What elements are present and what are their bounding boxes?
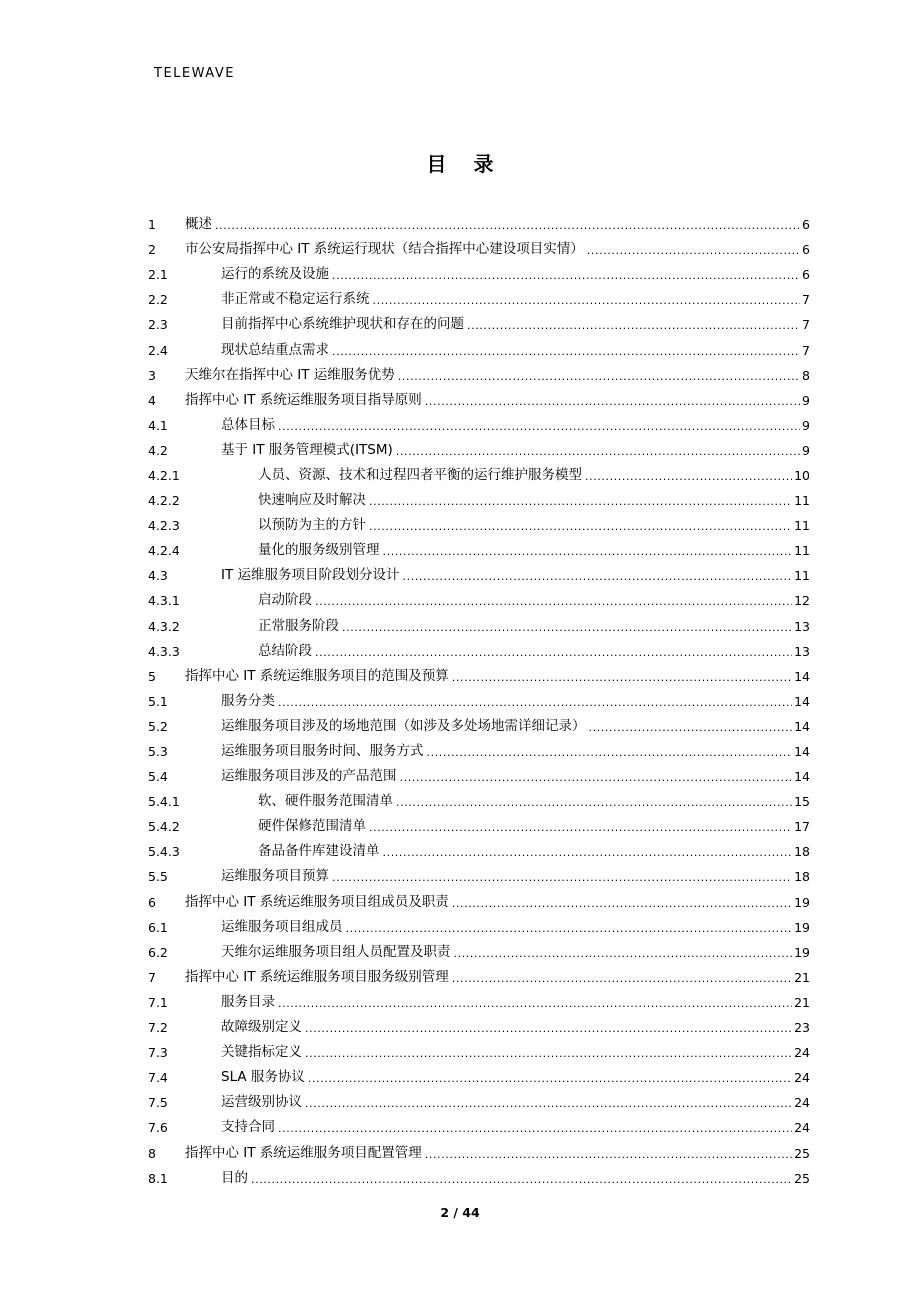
toc-entry[interactable] xyxy=(148,864,810,889)
toc-entry[interactable] xyxy=(148,488,810,513)
toc-entry[interactable] xyxy=(148,1015,810,1040)
toc-entry-title: 现状总结重点需求 xyxy=(221,341,329,358)
toc-entry-number: 4.3.1 xyxy=(148,593,180,609)
toc-entry-title: 启动阶段 xyxy=(258,592,312,609)
toc-dot-leader xyxy=(425,388,800,413)
toc-dot-leader xyxy=(454,940,793,965)
toc-entry-title: 运维服务项目涉及的场地范围（如涉及多处场地需详细记录） xyxy=(221,717,586,734)
toc-entry-title: 运营级别协议 xyxy=(221,1094,302,1111)
toc-entry-page: 6 xyxy=(802,267,810,283)
toc-entry[interactable] xyxy=(148,664,810,689)
toc-entry[interactable] xyxy=(148,388,810,413)
toc-dot-leader xyxy=(215,212,800,237)
toc-entry-number: 4.1 xyxy=(148,417,168,433)
toc-dot-leader xyxy=(278,689,792,714)
toc-entry-page: 6 xyxy=(802,217,810,233)
toc-entry-page: 9 xyxy=(802,442,810,458)
toc-entry-title: SLA 服务协议 xyxy=(221,1069,305,1086)
toc-entry[interactable] xyxy=(148,614,810,639)
toc-entry-title: 服务目录 xyxy=(221,993,275,1010)
toc-entry-number: 3 xyxy=(148,367,156,383)
toc-entry[interactable] xyxy=(148,1040,810,1065)
toc-dot-leader xyxy=(369,513,792,538)
toc-list xyxy=(148,212,810,1191)
toc-entry-title: 正常服务阶段 xyxy=(258,617,339,634)
toc-entry-number: 7.6 xyxy=(148,1120,168,1136)
toc-dot-leader xyxy=(427,739,793,764)
toc-title: 目 录 xyxy=(426,152,504,176)
toc-entry-page: 17 xyxy=(794,819,810,835)
toc-dot-leader xyxy=(452,890,792,915)
toc-entry-number: 6.1 xyxy=(148,919,168,935)
toc-entry-page: 21 xyxy=(794,969,810,985)
toc-dot-leader xyxy=(251,1166,792,1191)
toc-dot-leader xyxy=(346,915,793,940)
toc-entry-page: 11 xyxy=(794,543,810,559)
toc-entry-page: 6 xyxy=(802,242,810,258)
toc-entry-title: 运行的系统及设施 xyxy=(221,266,329,283)
toc-entry[interactable] xyxy=(148,287,810,312)
toc-dot-leader xyxy=(400,764,793,789)
toc-entry-title: 基于 IT 服务管理模式(ITSM) xyxy=(221,441,393,458)
toc-entry[interactable] xyxy=(148,337,810,362)
toc-entry-number: 8.1 xyxy=(148,1170,168,1186)
toc-dot-leader xyxy=(369,488,792,513)
toc-entry-page: 14 xyxy=(794,668,810,684)
toc-entry-title: 硬件保修范围清单 xyxy=(258,818,366,835)
toc-entry[interactable] xyxy=(148,915,810,940)
toc-entry-number: 5.3 xyxy=(148,744,168,760)
toc-entry[interactable] xyxy=(148,363,810,388)
toc-entry-number: 6 xyxy=(148,894,156,910)
toc-dot-leader xyxy=(332,338,800,363)
toc-entry[interactable] xyxy=(148,513,810,538)
toc-entry-title: 关键指标定义 xyxy=(221,1044,302,1061)
toc-entry[interactable] xyxy=(148,1115,810,1140)
toc-dot-leader xyxy=(383,538,793,563)
toc-entry[interactable] xyxy=(148,1166,810,1191)
toc-entry-page: 19 xyxy=(794,944,810,960)
toc-entry-number: 5.4 xyxy=(148,769,168,785)
toc-entry-number: 2.3 xyxy=(148,317,168,333)
toc-entry-title: 市公安局指挥中心 IT 系统运行现状（结合指挥中心建设项目实情） xyxy=(185,241,584,258)
toc-entry-title: 支持合同 xyxy=(221,1119,275,1136)
toc-entry-title: 总体目标 xyxy=(221,416,275,433)
toc-entry[interactable] xyxy=(148,764,810,789)
toc-entry-page: 7 xyxy=(802,317,810,333)
toc-entry[interactable] xyxy=(148,890,810,915)
toc-dot-leader xyxy=(315,588,792,613)
toc-entry-number: 5.4.3 xyxy=(148,844,180,860)
toc-dot-leader xyxy=(425,1141,792,1166)
toc-entry-number: 5.4.1 xyxy=(148,794,180,810)
toc-entry-number: 5 xyxy=(148,668,156,684)
toc-entry-number: 7 xyxy=(148,969,156,985)
toc-entry-page: 21 xyxy=(794,994,810,1010)
toc-entry-page: 19 xyxy=(794,919,810,935)
toc-entry-number: 2.1 xyxy=(148,267,168,283)
toc-entry[interactable] xyxy=(148,262,810,287)
toc-dot-leader xyxy=(398,363,800,388)
toc-dot-leader xyxy=(403,563,793,588)
toc-dot-leader xyxy=(373,287,801,312)
toc-dot-leader xyxy=(305,1090,792,1115)
toc-entry[interactable] xyxy=(148,413,810,438)
toc-dot-leader xyxy=(452,664,792,689)
toc-entry-title: 备品备件库建设清单 xyxy=(258,843,380,860)
toc-dot-leader xyxy=(452,965,792,990)
toc-entry-number: 7.2 xyxy=(148,1020,168,1036)
toc-entry-page: 24 xyxy=(794,1045,810,1061)
toc-entry-number: 7.5 xyxy=(148,1095,168,1111)
toc-entry-number: 4.2.3 xyxy=(148,518,180,534)
toc-entry-number: 5.1 xyxy=(148,693,168,709)
toc-entry[interactable] xyxy=(148,1065,810,1090)
toc-entry-page: 11 xyxy=(794,518,810,534)
toc-dot-leader xyxy=(589,714,793,739)
toc-entry-title: 快速响应及时解决 xyxy=(258,492,366,509)
toc-entry-page: 14 xyxy=(794,744,810,760)
toc-entry-number: 5.5 xyxy=(148,869,168,885)
toc-dot-leader xyxy=(332,864,792,889)
toc-entry-title: 人员、资源、技术和过程四者平衡的运行维护服务模型 xyxy=(258,466,582,483)
toc-dot-leader xyxy=(369,814,792,839)
toc-entry-page: 14 xyxy=(794,693,810,709)
toc-dot-leader xyxy=(305,1015,792,1040)
toc-entry[interactable] xyxy=(148,1140,810,1165)
toc-entry-number: 4 xyxy=(148,392,156,408)
toc-entry[interactable] xyxy=(148,463,810,488)
toc-entry-number: 2 xyxy=(148,242,156,258)
toc-entry-title: 指挥中心 IT 系统运维服务项目组成员及职责 xyxy=(185,893,449,910)
toc-entry-title: 指挥中心 IT 系统运维服务项目指导原则 xyxy=(185,391,422,408)
toc-entry-page: 10 xyxy=(794,467,810,483)
toc-entry-number: 6.2 xyxy=(148,944,168,960)
toc-entry[interactable] xyxy=(148,438,810,463)
toc-entry[interactable] xyxy=(148,739,810,764)
toc-entry-page: 24 xyxy=(794,1120,810,1136)
toc-entry-number: 7.4 xyxy=(148,1070,168,1086)
toc-dot-leader xyxy=(278,1115,792,1140)
toc-entry-title: 概述 xyxy=(185,216,212,233)
toc-entry[interactable] xyxy=(148,789,810,814)
toc-entry[interactable] xyxy=(148,814,810,839)
toc-entry[interactable] xyxy=(148,237,810,262)
toc-entry-page: 7 xyxy=(802,342,810,358)
toc-entry-number: 1 xyxy=(148,217,156,233)
toc-entry-title: 故障级别定义 xyxy=(221,1019,302,1036)
toc-entry-page: 11 xyxy=(794,493,810,509)
toc-entry[interactable] xyxy=(148,839,810,864)
toc-entry[interactable] xyxy=(148,1090,810,1115)
header-brand: TELEWAVE xyxy=(154,66,235,81)
toc-entry-page: 13 xyxy=(794,618,810,634)
toc-entry-number: 4.3.2 xyxy=(148,618,180,634)
toc-dot-leader xyxy=(396,438,800,463)
toc-entry-page: 9 xyxy=(802,417,810,433)
toc-entry-page: 12 xyxy=(794,593,810,609)
toc-entry-number: 7.1 xyxy=(148,994,168,1010)
toc-entry-page: 18 xyxy=(794,844,810,860)
toc-entry-page: 25 xyxy=(794,1145,810,1161)
toc-dot-leader xyxy=(278,990,792,1015)
toc-dot-leader xyxy=(315,639,792,664)
toc-entry-page: 9 xyxy=(802,392,810,408)
toc-dot-leader xyxy=(308,1065,792,1090)
toc-dot-leader xyxy=(467,312,800,337)
toc-entry-page: 13 xyxy=(794,643,810,659)
toc-entry-number: 4.3 xyxy=(148,568,168,584)
toc-entry-page: 25 xyxy=(794,1170,810,1186)
toc-dot-leader xyxy=(342,614,792,639)
toc-entry[interactable] xyxy=(148,714,810,739)
toc-entry-title: 非正常或不稳定运行系统 xyxy=(221,291,370,308)
toc-entry-page: 18 xyxy=(794,869,810,885)
toc-entry-page: 7 xyxy=(802,292,810,308)
toc-entry[interactable] xyxy=(148,212,810,237)
toc-entry-page: 19 xyxy=(794,894,810,910)
toc-entry[interactable] xyxy=(148,312,810,337)
toc-entry-title: 天维尔运维服务项目组人员配置及职责 xyxy=(221,943,451,960)
toc-entry[interactable] xyxy=(148,588,810,613)
toc-entry[interactable] xyxy=(148,990,810,1015)
toc-dot-leader xyxy=(396,789,792,814)
toc-entry-title: 指挥中心 IT 系统运维服务项目的范围及预算 xyxy=(185,667,449,684)
toc-entry-title: IT 运维服务项目阶段划分设计 xyxy=(221,567,400,584)
toc-dot-leader xyxy=(587,237,800,262)
toc-entry-number: 8 xyxy=(148,1145,156,1161)
toc-entry-title: 指挥中心 IT 系统运维服务项目配置管理 xyxy=(185,1144,422,1161)
toc-entry-number: 5.2 xyxy=(148,718,168,734)
toc-entry-page: 15 xyxy=(794,794,810,810)
toc-entry-title: 软、硬件服务范围清单 xyxy=(258,793,393,810)
toc-entry-page: 14 xyxy=(794,769,810,785)
toc-entry-title: 指挥中心 IT 系统运维服务项目服务级别管理 xyxy=(185,968,449,985)
toc-entry[interactable] xyxy=(148,940,810,965)
toc-entry-title: 天维尔在指挥中心 IT 运维服务优势 xyxy=(185,366,395,383)
toc-entry-title: 运维服务项目预算 xyxy=(221,868,329,885)
toc-dot-leader xyxy=(585,463,792,488)
toc-entry-title: 目前指挥中心系统维护现状和存在的问题 xyxy=(221,316,464,333)
toc-entry-title: 运维服务项目服务时间、服务方式 xyxy=(221,743,424,760)
toc-entry-title: 运维服务项目涉及的产品范围 xyxy=(221,768,397,785)
toc-entry-title: 服务分类 xyxy=(221,692,275,709)
toc-entry-number: 2.2 xyxy=(148,292,168,308)
toc-entry-page: 23 xyxy=(794,1020,810,1036)
toc-entry-title: 以预防为主的方针 xyxy=(258,517,366,534)
toc-entry-title: 量化的服务级别管理 xyxy=(258,542,380,559)
toc-entry[interactable] xyxy=(148,689,810,714)
toc-entry[interactable] xyxy=(148,965,810,990)
toc-entry-page: 24 xyxy=(794,1095,810,1111)
toc-dot-leader xyxy=(305,1040,792,1065)
toc-entry-number: 4.2.2 xyxy=(148,493,180,509)
toc-entry-number: 4.2.1 xyxy=(148,467,180,483)
toc-entry-title: 目的 xyxy=(221,1169,248,1186)
toc-dot-leader xyxy=(332,262,800,287)
toc-entry-number: 4.2 xyxy=(148,442,168,458)
page-indicator: 2 / 44 xyxy=(440,1205,480,1220)
toc-entry-number: 4.3.3 xyxy=(148,643,180,659)
toc-entry[interactable] xyxy=(148,639,810,664)
toc-entry[interactable] xyxy=(148,563,810,588)
toc-entry-page: 14 xyxy=(794,718,810,734)
toc-entry-page: 8 xyxy=(802,367,810,383)
toc-entry-number: 5.4.2 xyxy=(148,819,180,835)
toc-entry-number: 7.3 xyxy=(148,1045,168,1061)
toc-entry-title: 总结阶段 xyxy=(258,642,312,659)
toc-entry-title: 运维服务项目组成员 xyxy=(221,918,343,935)
toc-entry-number: 2.4 xyxy=(148,342,168,358)
toc-entry[interactable] xyxy=(148,538,810,563)
toc-dot-leader xyxy=(278,413,800,438)
toc-entry-page: 11 xyxy=(794,568,810,584)
toc-entry-page: 24 xyxy=(794,1070,810,1086)
toc-dot-leader xyxy=(383,839,793,864)
toc-entry-number: 4.2.4 xyxy=(148,543,180,559)
